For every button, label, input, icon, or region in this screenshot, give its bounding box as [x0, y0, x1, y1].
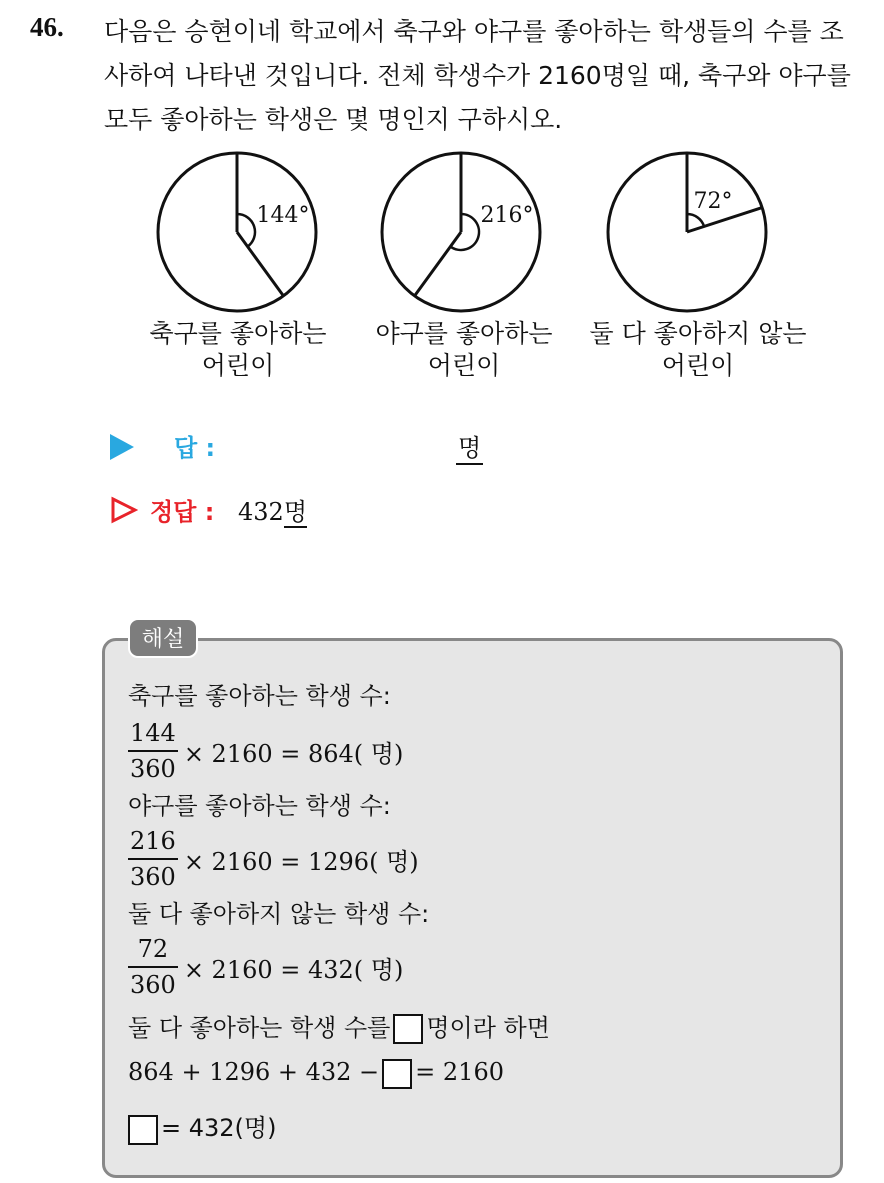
pie-caption-line: 야구를 좋아하는 — [375, 319, 553, 348]
question-text — [104, 10, 864, 142]
text: = 432(명) — [161, 1114, 277, 1142]
pie-radius-end — [415, 232, 461, 296]
denominator: 360 — [130, 755, 176, 783]
solution-line: 둘 다 좋아하지 않는 학생 수: — [128, 900, 430, 928]
pie-caption-soccer — [118, 318, 358, 382]
denominator: 360 — [130, 971, 176, 999]
numerator: 72 — [128, 932, 178, 968]
pie-caption-line: 어린이 — [201, 351, 275, 380]
answer-label: 답 : — [174, 434, 216, 462]
play-triangle-icon — [110, 434, 134, 460]
equation-rest: × 2160 = 864( 명) — [183, 739, 404, 768]
pie-caption-line: 어린이 — [661, 351, 735, 380]
question-number: 46. — [30, 12, 64, 42]
fraction — [128, 932, 178, 1002]
pie-angle-label: 72° — [693, 189, 733, 214]
solution-fraction-line — [128, 932, 403, 1002]
numerator: 144 — [128, 716, 178, 752]
correct-answer-label: 정답 : — [150, 498, 215, 526]
solution-result — [128, 1108, 276, 1145]
solution-equation — [128, 1058, 504, 1089]
question-line: 사하여 나타낸 것입니다. 전체 학생수가 2160명일 때, 축구와 야구를 — [104, 61, 851, 90]
blank-box — [382, 1059, 412, 1089]
text: 명이라 하면 — [426, 1014, 550, 1042]
solution-fraction-line — [128, 824, 419, 894]
text: 둘 다 좋아하는 학생 수를 — [128, 1014, 391, 1042]
solution-line — [128, 1008, 550, 1044]
solution-line: 축구를 좋아하는 학생 수: — [128, 682, 391, 710]
correct-unit: 명 — [283, 498, 307, 526]
numerator: 216 — [128, 824, 178, 860]
text: = 2160 — [415, 1058, 504, 1086]
solution-line: 야구를 좋아하는 학생 수: — [128, 792, 391, 820]
equation-rest: × 2160 = 1296( 명) — [183, 847, 419, 876]
pie-angle-arc — [687, 214, 704, 226]
pie-caption-line: 둘 다 좋아하지 않는 — [589, 319, 807, 348]
outline-triangle-icon — [110, 496, 138, 524]
pie-angle-arc — [237, 214, 255, 247]
answer-unit: 명 — [456, 428, 483, 465]
pie-angle-label: 216° — [480, 203, 534, 228]
text: 864 + 1296 + 432 − — [128, 1058, 380, 1086]
correct-number: 432 — [238, 498, 284, 526]
blank-box — [128, 1115, 158, 1145]
correct-answer-value — [238, 492, 307, 527]
pie-chart-svg — [0, 150, 884, 320]
question-line: 모두 좋아하는 학생은 몇 명인지 구하시오. — [104, 105, 563, 134]
fraction — [128, 716, 178, 786]
pie-angle-label: 144° — [256, 203, 310, 228]
pie-radius-end — [237, 232, 283, 296]
solution-tab: 해설 — [128, 618, 198, 658]
pie-caption-line: 어린이 — [427, 351, 501, 380]
pie-caption-neither — [578, 318, 818, 382]
pie-caption-line: 축구를 좋아하는 — [149, 319, 327, 348]
pie-caption-baseball — [344, 318, 584, 382]
solution-fraction-line — [128, 716, 403, 786]
fraction — [128, 824, 178, 894]
pie-angle-arc — [450, 214, 479, 250]
equation-rest: × 2160 = 432( 명) — [183, 955, 404, 984]
question-line: 다음은 승현이네 학교에서 축구와 야구를 좋아하는 학생들의 수를 조 — [104, 17, 844, 46]
blank-box — [393, 1014, 423, 1044]
denominator: 360 — [130, 863, 176, 891]
